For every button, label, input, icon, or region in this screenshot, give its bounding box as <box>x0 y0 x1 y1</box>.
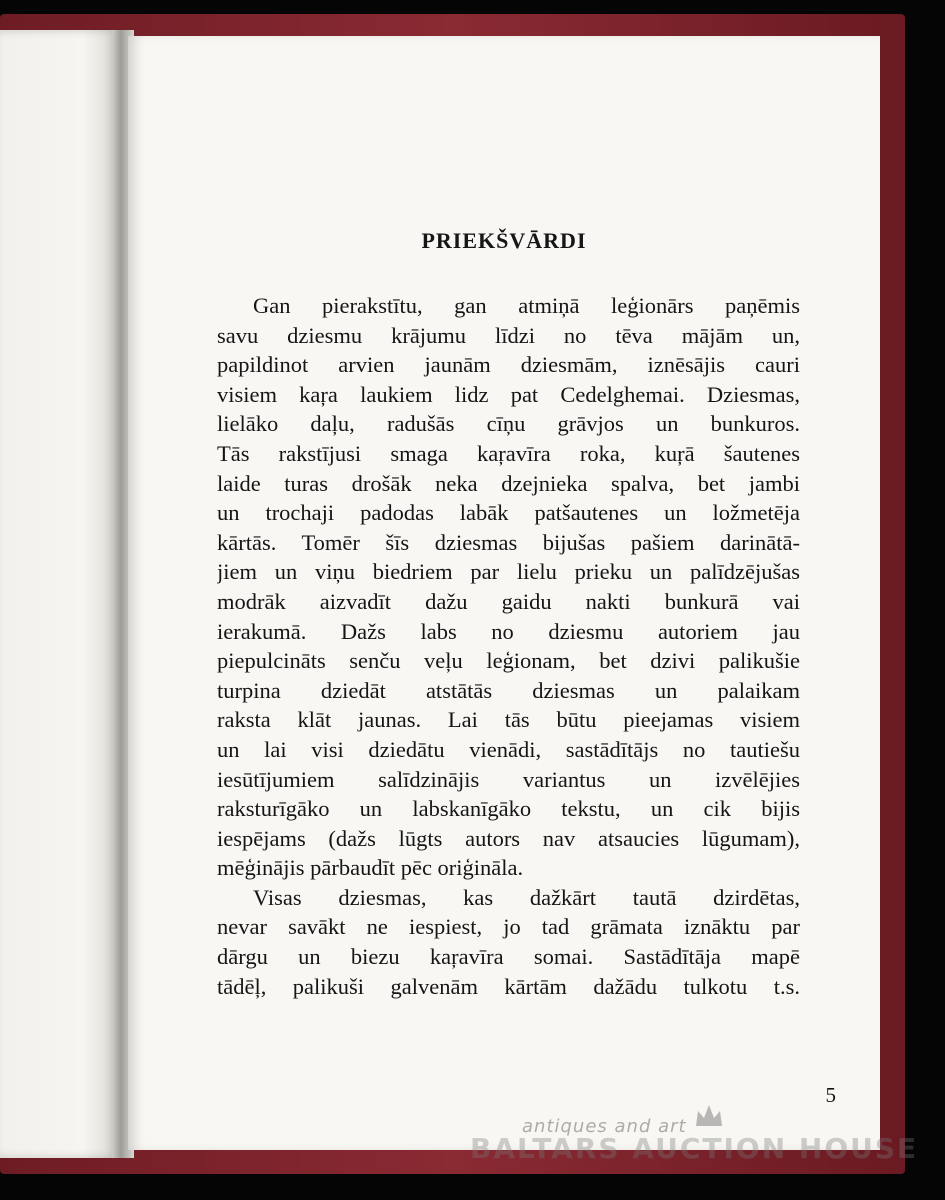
text-line: raksturīgāko un labskanīgāko tekstu, un cik bijis <box>217 796 800 822</box>
text-line: jiem un viņu biedriem par lielu prieku un palīdzējušas <box>217 559 800 585</box>
text-line: iesūtījumiem salīdzinājis variantus un izvēlējies <box>217 766 800 792</box>
text-line: ierakumā. Dažs labs no dziesmu autoriem jau <box>217 618 800 644</box>
text-line: Visas dziesmas, kas dažkārt tautā dzirdētas, <box>253 884 800 910</box>
text-line: lielāko daļu, radušās cīņu grāvjos un bunkuros. <box>217 411 800 437</box>
text-line: savu dziesmu krājumu līdzi no tēva mājām un, <box>217 322 800 348</box>
text-line: Gan pierakstītu, gan atmiņā leģionārs paņēmis <box>253 293 800 318</box>
crown-icon <box>694 1102 724 1130</box>
left-page <box>0 30 118 1158</box>
text-line: mēģinājis pārbaudīt pēc oriģināla. <box>217 855 524 881</box>
text-line: iespējams (dažs lūgts autors nav atsaucies lūgumam), <box>217 825 800 851</box>
text-line: Tās rakstījusi smaga kaŗavīra roka, kuŗā šautenes <box>217 440 800 466</box>
text-line: nevar savākt ne iespiest, jo tad grāmata iznāktu par <box>217 914 800 940</box>
text-line: un lai visi dziedātu vienādi, sastādītājs no tautiešu <box>217 736 800 762</box>
text-line: papildinot arvien jaunām dziesmām, iznēsājis cauri <box>217 352 800 378</box>
text-line: piepulcināts senču veļu leģionam, bet dzivi palikušie <box>217 648 800 674</box>
body-text <box>217 291 800 1001</box>
watermark-tagline: antiques and art <box>522 1116 687 1137</box>
page-number: 5 <box>825 1083 836 1107</box>
watermark <box>470 1110 919 1190</box>
text-line: turpina dziedāt atstātās dziesmas un palaikam <box>217 677 800 703</box>
text-line: un trochaji padodas labāk patšautenes un ložmetēja <box>217 500 800 526</box>
text-line: modrāk aizvadīt dažu gaidu nakti bunkurā vai <box>217 588 800 614</box>
text-line: kārtās. Tomēr šīs dziesmas bijušas pašiem darinātā- <box>217 529 800 555</box>
text-line: visiem kaŗa laukiem lidz pat Cedelghemai. Dziesmas, <box>217 381 800 407</box>
text-line: laide turas drošāk neka dzejnieka spalva, bet jambi <box>217 470 800 496</box>
text-line: tādēļ, palikuši galvenām kārtām dažādu tulkotu t.s. <box>217 973 800 999</box>
watermark-name: BALTARS AUCTION HOUSE <box>470 1132 919 1165</box>
page-heading: PRIEKŠVĀRDI <box>421 228 587 253</box>
right-page <box>128 36 880 1150</box>
text-line: raksta klāt jaunas. Lai tās būtu pieejamas visiem <box>217 707 800 733</box>
text-line: dārgu un biezu kaŗavīra somai. Sastādītāja mapē <box>217 944 800 970</box>
